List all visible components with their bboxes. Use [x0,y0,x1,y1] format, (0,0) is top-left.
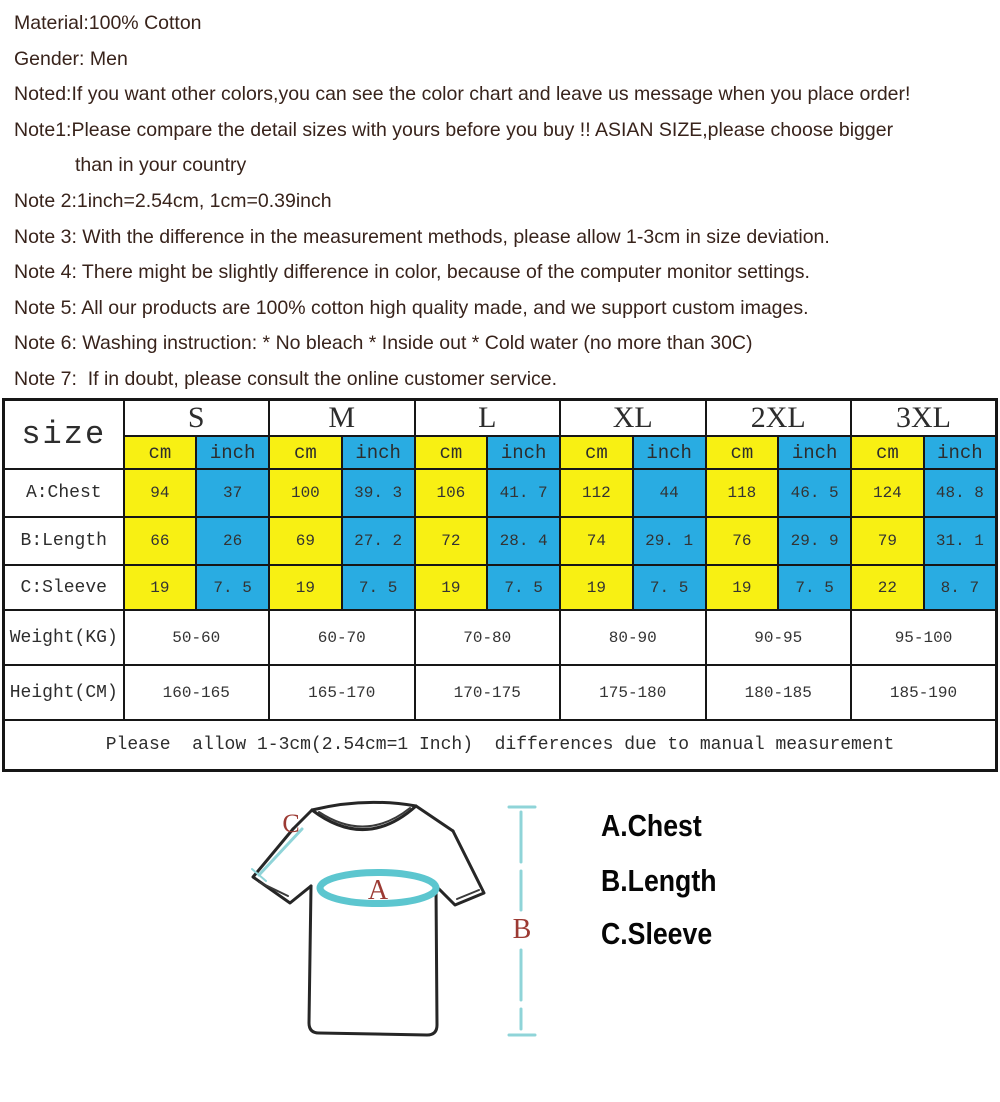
length-marker-letter: B [512,913,532,945]
height-range: 170-175 [415,665,561,720]
weight-range: 95-100 [851,610,997,665]
size-corner-label: size [4,399,124,469]
weight-range: 90-95 [706,610,852,665]
size-chart-table [2,398,998,772]
table-row-weight [4,610,997,665]
unit-header-inch: inch [487,436,560,469]
note-line-1: Note1:Please compare the detail sizes with yours before you buy !! ASIAN SIZE,please choose bigger [14,118,894,141]
weight-range: 50-60 [124,610,270,665]
note-line-noted: Noted:If you want other colors,you can see the color chart and leave us message when you place order! [14,83,911,106]
table-footer-row [4,720,997,770]
chest-value: 39. 3 [342,469,415,517]
product-notes [0,0,1000,398]
height-range: 180-185 [706,665,852,720]
legend-length: B.Length [601,862,717,898]
size-col-m: M [269,399,415,436]
note-line-3: Note 3: With the difference in the measurement methods, please allow 1-3cm in size deviation. [14,225,830,248]
size-col-s: S [124,399,270,436]
legend-chest: A.Chest [601,807,702,843]
row-label-weight: Weight(KG) [4,610,124,665]
size-header-row [4,399,997,436]
height-range: 165-170 [269,665,415,720]
chest-value: 48. 8 [924,469,997,517]
unit-header-inch: inch [778,436,851,469]
chest-value: 46. 5 [778,469,851,517]
size-col-xl: XL [560,399,706,436]
note-line-1-continued: than in your country [75,154,247,177]
row-label-length: B:Length [4,517,124,565]
unit-header-row [4,436,997,469]
length-value: 26 [196,517,269,565]
size-col-3xl: 3XL [851,399,997,436]
note-line-6: Note 6: Washing instruction: * No bleach * Inside out * Cold water (no more than 30C) [14,332,753,355]
note-line-2: Note 2:1inch=2.54cm, 1cm=0.39inch [14,189,332,212]
height-range: 175-180 [560,665,706,720]
sleeve-value: 7. 5 [487,565,560,610]
length-value: 29. 9 [778,517,851,565]
sleeve-value: 19 [560,565,633,610]
length-value: 72 [415,517,488,565]
legend-sleeve: C.Sleeve [601,915,713,951]
unit-header-cm: cm [269,436,342,469]
tshirt-right-sleeve [437,831,484,905]
tshirt-body [309,886,437,1035]
sleeve-value: 19 [415,565,488,610]
row-label-height: Height(CM) [4,665,124,720]
row-label-chest: A:Chest [4,469,124,517]
table-row-length [4,517,997,565]
sleeve-value: 7. 5 [633,565,706,610]
length-value: 76 [706,517,779,565]
weight-range: 60-70 [269,610,415,665]
chest-value: 106 [415,469,488,517]
tshirt-left-cuff-seam [259,882,288,896]
table-row-sleeve [4,565,997,610]
chest-value: 94 [124,469,197,517]
length-value: 28. 4 [487,517,560,565]
chest-value: 44 [633,469,706,517]
unit-header-cm: cm [706,436,779,469]
chest-marker-letter: A [367,874,389,906]
row-label-sleeve: C:Sleeve [4,565,124,610]
chest-value: 124 [851,469,924,517]
note-line-4: Note 4: There might be slightly difference in color, because of the computer monitor settings. [14,261,810,284]
length-value: 69 [269,517,342,565]
unit-header-cm: cm [415,436,488,469]
chest-value: 112 [560,469,633,517]
length-value: 27. 2 [342,517,415,565]
length-value: 66 [124,517,197,565]
unit-header-inch: inch [924,436,997,469]
unit-header-inch: inch [633,436,706,469]
sleeve-marker-letter: C [282,808,300,838]
note-line-gender: Gender: Men [14,47,128,70]
unit-header-cm: cm [124,436,197,469]
weight-range: 80-90 [560,610,706,665]
sleeve-value: 7. 5 [342,565,415,610]
chest-value: 100 [269,469,342,517]
note-line-5: Note 5: All our products are 100% cotton high quality made, and we support custom images. [14,296,809,319]
sleeve-value: 19 [124,565,197,610]
height-range: 185-190 [851,665,997,720]
measurement-diagram [0,772,1000,1102]
sleeve-value: 8. 7 [924,565,997,610]
size-col-2xl: 2XL [706,399,852,436]
weight-range: 70-80 [415,610,561,665]
height-range: 160-165 [124,665,270,720]
sleeve-value: 22 [851,565,924,610]
length-value: 79 [851,517,924,565]
tshirt-left-sleeve [253,829,311,903]
length-value: 31. 1 [924,517,997,565]
table-row-height [4,665,997,720]
table-row-chest [4,469,997,517]
length-value: 29. 1 [633,517,706,565]
unit-header-cm: cm [560,436,633,469]
note-line-material: Material:100% Cotton [14,12,202,34]
sleeve-value: 19 [269,565,342,610]
tshirt-diagram [230,778,560,1078]
chest-value: 41. 7 [487,469,560,517]
chest-value: 37 [196,469,269,517]
unit-header-cm: cm [851,436,924,469]
sleeve-value: 7. 5 [196,565,269,610]
sleeve-value: 19 [706,565,779,610]
note-line-7: Note 7: If in doubt, please consult the online customer service. [14,367,558,390]
unit-header-inch: inch [342,436,415,469]
measurement-tolerance-note: Please allow 1-3cm(2.54cm=1 Inch) differences due to manual measurement [4,720,997,770]
sleeve-value: 7. 5 [778,565,851,610]
unit-header-inch: inch [196,436,269,469]
size-col-l: L [415,399,561,436]
chest-value: 118 [706,469,779,517]
length-value: 74 [560,517,633,565]
